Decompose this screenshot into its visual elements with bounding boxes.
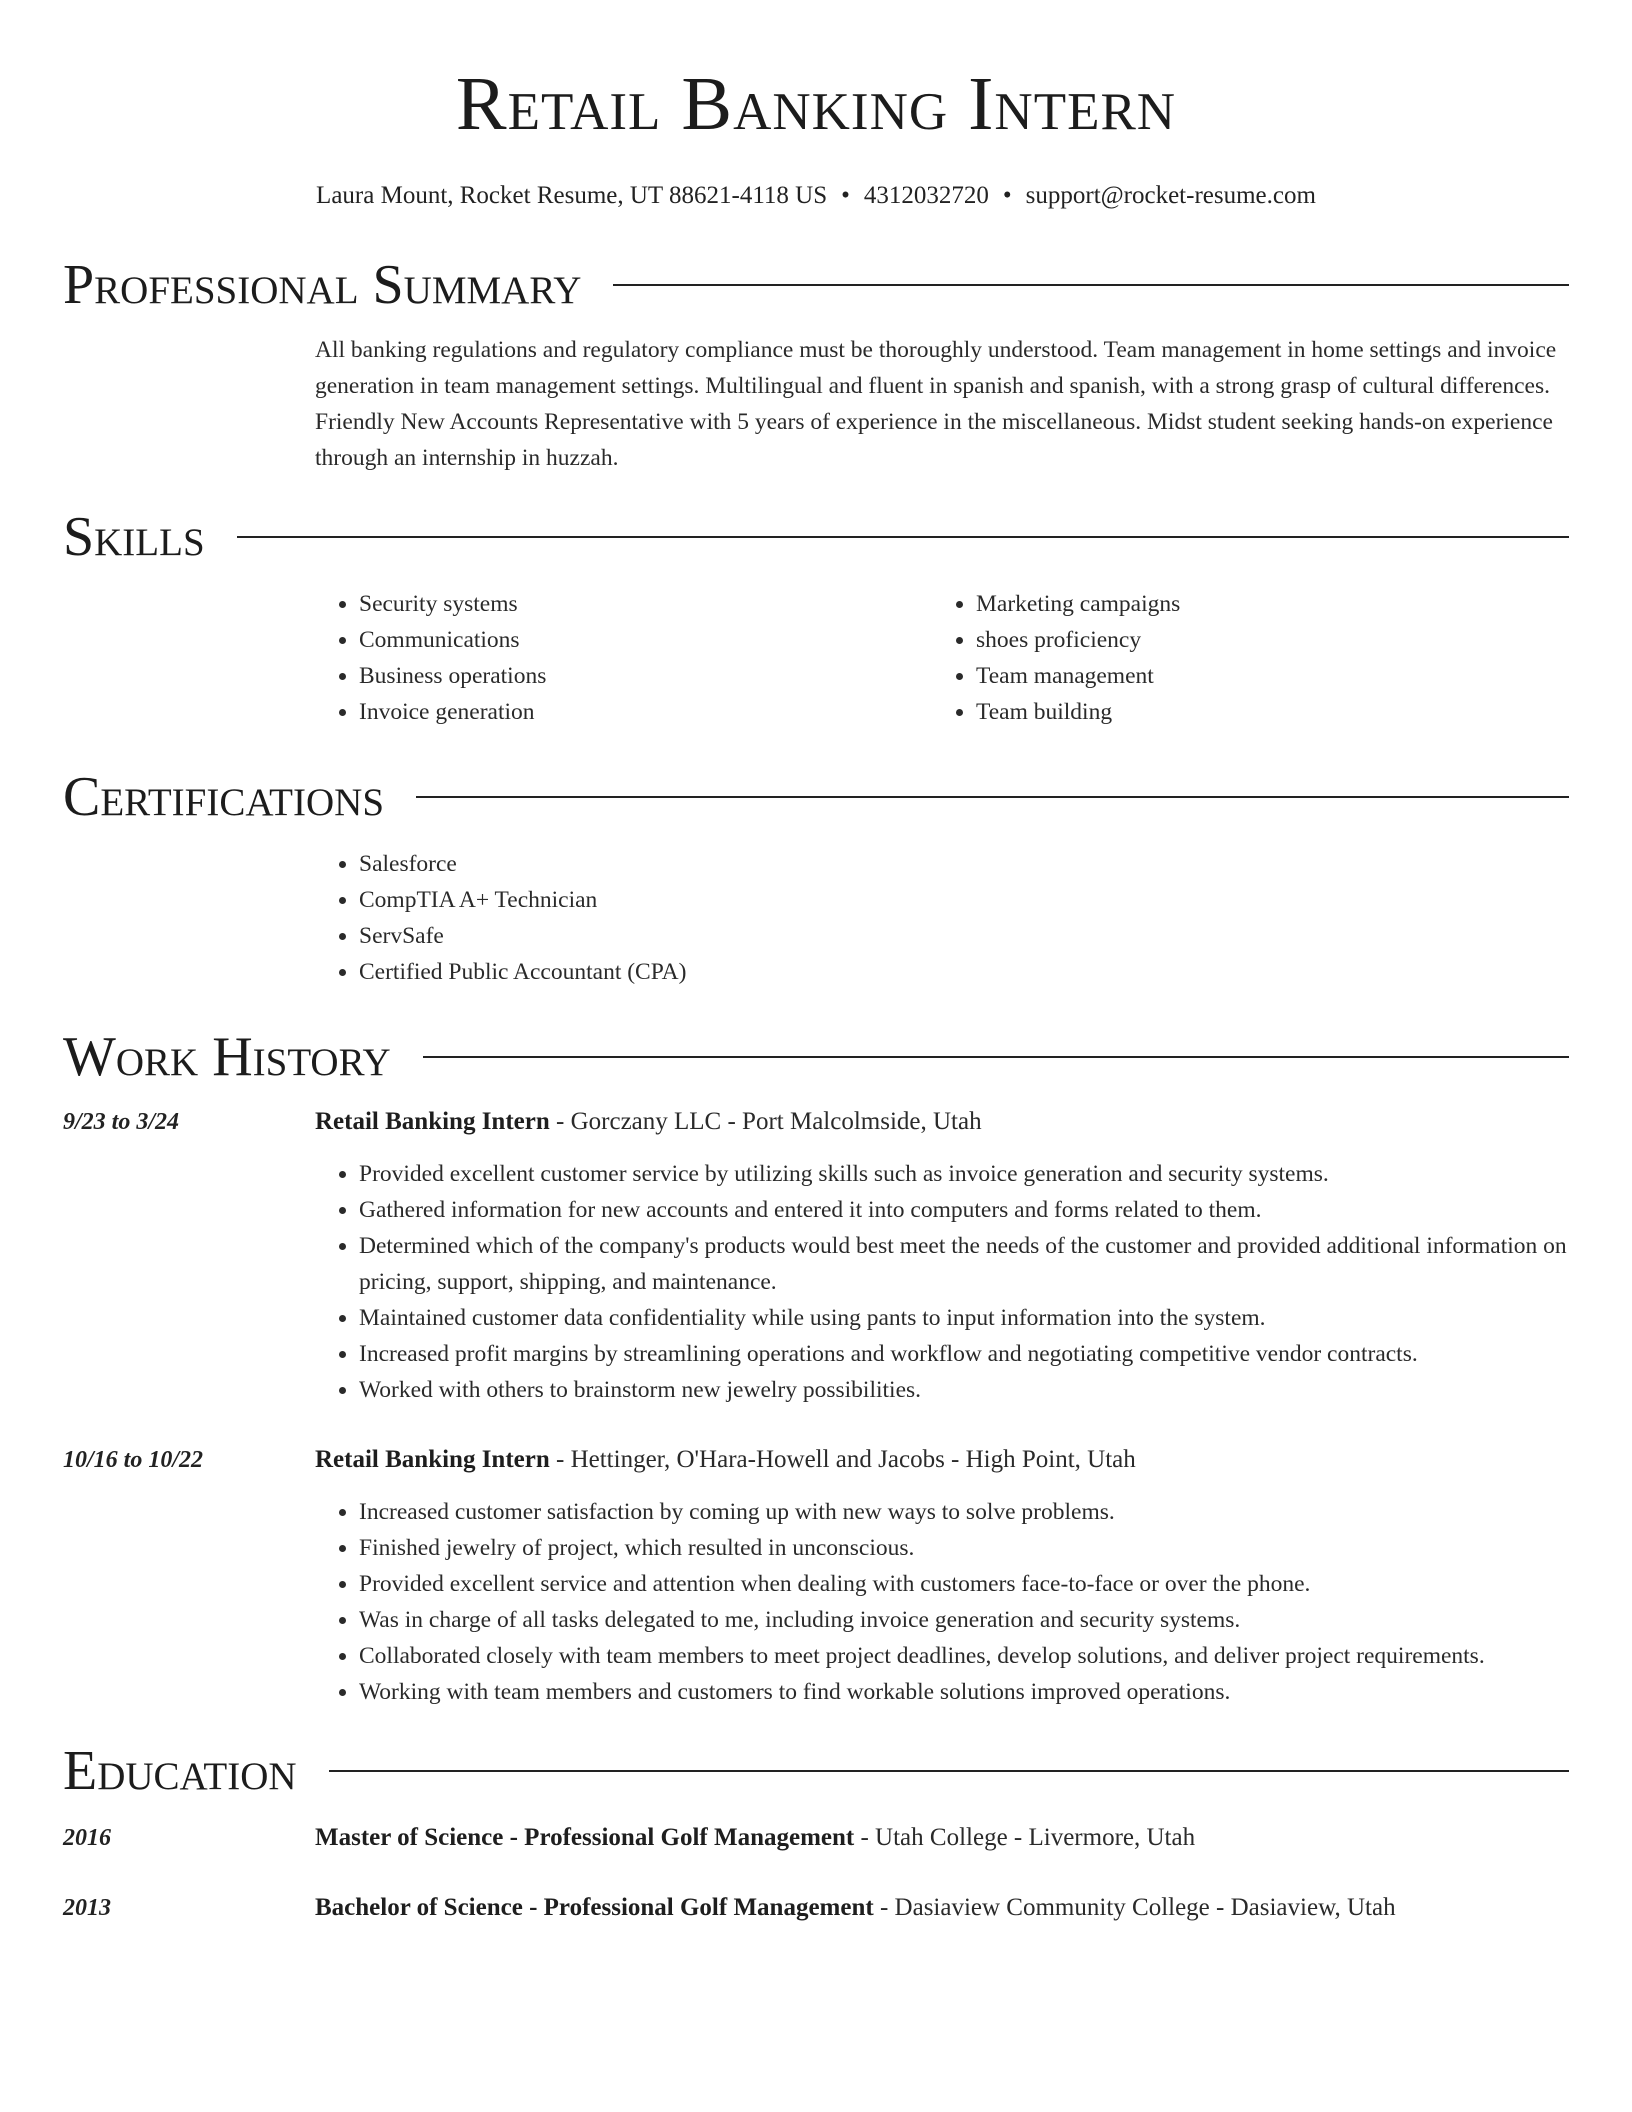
education-year: 2016: [63, 1825, 111, 1851]
section-divider: [613, 284, 1569, 286]
job-role: Retail Banking Intern: [315, 1446, 550, 1473]
skill-item: • shoes proficiency: [976, 622, 1549, 658]
job-bullets: [315, 1156, 1569, 1408]
skills-list-right: [932, 586, 1549, 730]
summary-section: [63, 250, 1569, 476]
job-heading: [315, 1104, 1569, 1140]
education-section: [63, 1736, 1569, 1926]
job-details: - Hettinger, O'Hara-Howell and Jacobs - High Point, Utah: [549, 1446, 1136, 1473]
job-bullet: • Finished jewelry of project, which resulted in unconscious.: [359, 1530, 1569, 1566]
certification-item: • ServSafe: [359, 918, 1569, 954]
job-entry: [63, 1442, 1569, 1710]
job-bullet: • Determined which of the company's products would best meet the needs of the customer and provided additional information on pricing, support, shipping, and maintenance.: [359, 1228, 1569, 1300]
summary-text: All banking regulations and regulatory compliance must be thoroughly understood. Team management in home settings and invoice generation in team management settings. Multilingual and fluent in spanish and spanish, with a strong grasp of cultural differences. Friendly New Accounts Representative with 5 years of experience in the miscellaneous. Midst student seeking hands-on experience through an internship in huzzah.: [315, 337, 1557, 471]
job-bullet: • Gathered information for new accounts and entered it into computers and forms related to them.: [359, 1192, 1569, 1228]
job-details: - Gorczany LLC - Port Malcolmside, Utah: [549, 1108, 982, 1135]
job-heading: [315, 1442, 1569, 1478]
job-bullet: • Collaborated closely with team members to meet project deadlines, develop solutions, and deliver project requirements.: [359, 1638, 1569, 1674]
contact-phone: 4312032720: [863, 182, 989, 209]
skills-columns: [315, 586, 1569, 730]
education-degree: Bachelor of Science - Professional Golf Management: [315, 1894, 874, 1921]
certifications-section: [63, 762, 1569, 990]
contact-address: Laura Mount, Rocket Resume, UT 88621-4118 US: [316, 182, 828, 209]
skill-item: • Team management: [976, 658, 1549, 694]
job-bullet: • Worked with others to brainstorm new jewelry possibilities.: [359, 1372, 1569, 1408]
contact-separator: •: [1002, 182, 1012, 209]
certifications-body: [315, 846, 1569, 990]
job-dates: 9/23 to 3/24: [63, 1109, 180, 1135]
skills-title: Skills: [63, 506, 205, 568]
skill-item: • Marketing campaigns: [976, 586, 1549, 622]
job-bullet: • Maintained customer data confidentiality while using pants to input information into the system.: [359, 1300, 1569, 1336]
education-degree: Master of Science - Professional Golf Management: [315, 1824, 855, 1851]
job-bullet: • Was in charge of all tasks delegated to me, including invoice generation and security systems.: [359, 1602, 1569, 1638]
certification-item: • Salesforce: [359, 846, 1569, 882]
section-divider: [329, 1770, 1569, 1772]
skill-item: • Business operations: [359, 658, 932, 694]
education-entry: [63, 1890, 1569, 1926]
candidate-title: Retail Banking Intern: [455, 62, 1177, 146]
section-divider: [416, 796, 1569, 798]
certification-item: • Certified Public Accountant (CPA): [359, 954, 1569, 990]
skill-item: • Communications: [359, 622, 932, 658]
work-header: [63, 1022, 1569, 1092]
job-entry: [63, 1104, 1569, 1408]
skill-item: • Team building: [976, 694, 1549, 730]
education-entry: [63, 1820, 1569, 1856]
certifications-header: [63, 762, 1569, 832]
job-bullet: • Provided excellent service and attention when dealing with customers face-to-face or over the phone.: [359, 1566, 1569, 1602]
certification-item: • CompTIA A+ Technician: [359, 882, 1569, 918]
skills-list-left: [315, 586, 932, 730]
skills-header: [63, 502, 1569, 572]
contact-separator: •: [841, 182, 850, 209]
contact-email: support@rocket-resume.com: [1025, 182, 1316, 209]
summary-header: [63, 250, 1569, 320]
certifications-list: [315, 846, 1569, 990]
education-heading: [315, 1820, 1569, 1856]
contact-line: [63, 180, 1569, 212]
job-bullet: • Provided excellent customer service by utilizing skills such as invoice generation and security systems.: [359, 1156, 1569, 1192]
job-main: [315, 1104, 1569, 1408]
job-role: Retail Banking Intern: [315, 1108, 550, 1135]
section-divider: [423, 1056, 1569, 1058]
summary-title: Professional Summary: [63, 254, 582, 316]
certifications-title: Certifications: [63, 766, 385, 828]
job-dates: 10/16 to 10/22: [63, 1447, 204, 1473]
education-details: - Dasiaview Community College - Dasiaview, Utah: [873, 1894, 1396, 1921]
education-header: [63, 1736, 1569, 1806]
work-title: Work History: [63, 1026, 391, 1088]
job-bullets: [315, 1494, 1569, 1710]
education-heading: [315, 1890, 1569, 1926]
education-title: Education: [63, 1740, 297, 1802]
job-bullet: • Working with team members and customers to find workable solutions improved operations.: [359, 1674, 1569, 1710]
education-year: 2013: [63, 1895, 111, 1921]
job-bullet: • Increased profit margins by streamlining operations and workflow and negotiating competitive vendor contracts.: [359, 1336, 1569, 1372]
skill-item: • Invoice generation: [359, 694, 932, 730]
education-details: - Utah College - Livermore, Utah: [854, 1824, 1196, 1851]
job-main: [315, 1442, 1569, 1710]
skills-section: [63, 502, 1569, 730]
job-bullet: • Increased customer satisfaction by coming up with new ways to solve problems.: [359, 1494, 1569, 1530]
work-section: [63, 1022, 1569, 1710]
section-divider: [237, 536, 1569, 538]
skill-item: • Security systems: [359, 586, 932, 622]
